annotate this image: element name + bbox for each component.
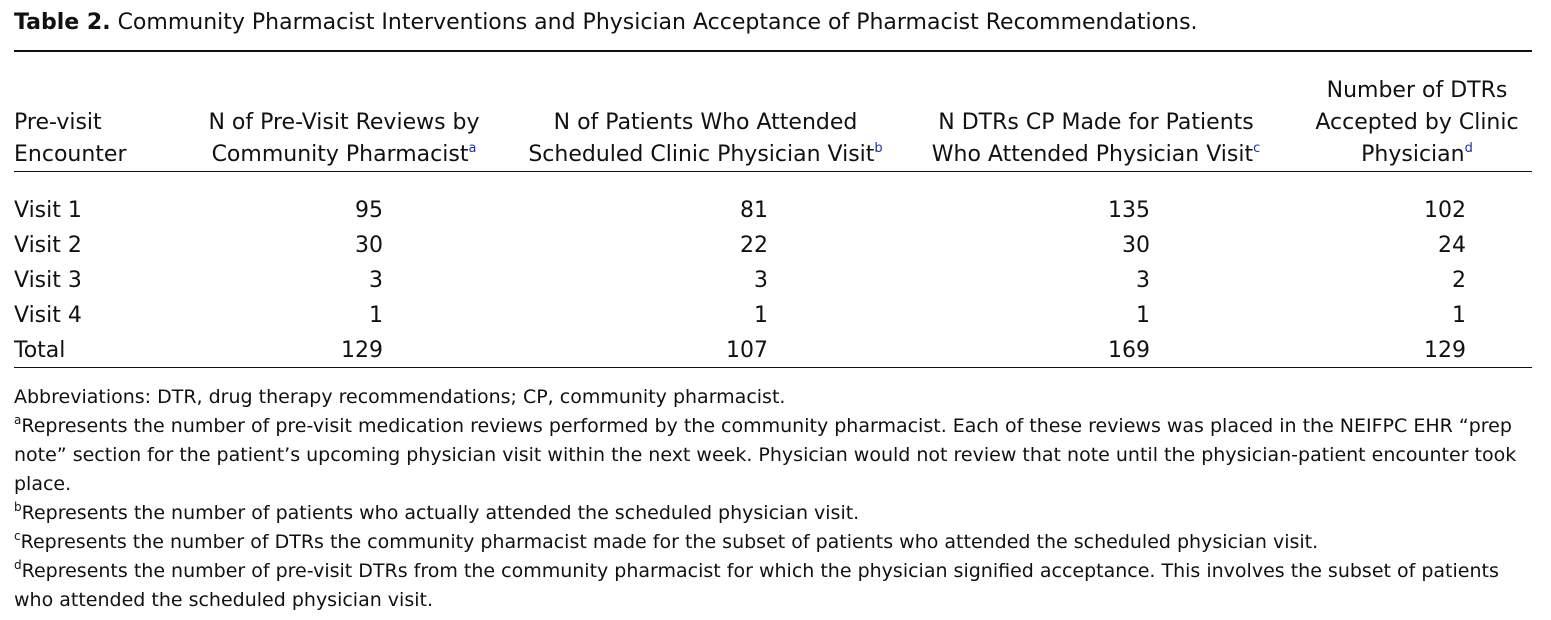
data-table xyxy=(14,52,1532,368)
table-row xyxy=(14,298,1532,333)
footnote-text: Represents the number of pre-visit medication reviews performed by the community pharmacist. Each of these reviews was placed in the NEIFPC EHR “prep note” section for the patient’s upcoming physician visit within the next week. Physician would not review that note until the physician-patient encounter took place. xyxy=(14,415,1517,495)
column-header-text: N of Patients Who Attended Scheduled Clinic Physician Visit xyxy=(528,110,875,167)
table-cell: 135 xyxy=(1108,198,1150,223)
column-header xyxy=(14,52,189,181)
row-label: Visit 3 xyxy=(14,268,82,293)
table-row xyxy=(14,181,1532,228)
table-row xyxy=(14,263,1532,298)
table-caption xyxy=(14,10,1198,35)
header-row xyxy=(14,52,1532,181)
table-cell: 1 xyxy=(369,303,383,328)
table-label: Table 2. xyxy=(14,10,111,35)
table-cell: 107 xyxy=(726,338,768,363)
table-cell: 129 xyxy=(341,338,383,363)
column-header-text: Number of DTRs Accepted by Clinic Physician xyxy=(1315,78,1519,167)
table-cell: 2 xyxy=(1452,268,1466,293)
table-cell: 102 xyxy=(1424,198,1466,223)
footnote-mark: b xyxy=(14,500,22,514)
table-cell: 1 xyxy=(1452,303,1466,328)
footnote xyxy=(14,412,1534,499)
row-label: Visit 2 xyxy=(14,233,82,258)
footnote-text: Represents the number of pre-visit DTRs from the community pharmacist for which the physician signified acceptance. This involves the subset of patients who attended the scheduled physician visit. xyxy=(14,560,1499,611)
table-row xyxy=(14,228,1532,263)
table-cell: 3 xyxy=(754,268,768,293)
table-row-total xyxy=(14,333,1532,368)
table-cell: 30 xyxy=(1122,233,1150,258)
table-notes xyxy=(14,383,1534,615)
column-header xyxy=(912,52,1302,181)
footnote xyxy=(14,499,1534,528)
footnote-mark: c xyxy=(14,529,21,543)
column-header-text: N DTRs CP Made for Patients Who Attended Physician Visit xyxy=(931,110,1254,167)
table-cell: 81 xyxy=(740,198,768,223)
column-header-text: N of Pre-Visit Reviews by Community Pharmacist xyxy=(208,110,480,167)
table-cell: 1 xyxy=(1136,303,1150,328)
table-cell: 30 xyxy=(355,233,383,258)
row-label: Visit 1 xyxy=(14,198,82,223)
footnote-mark: d xyxy=(1464,141,1473,156)
abbreviations-note: Abbreviations: DTR, drug therapy recommendations; CP, community pharmacist. xyxy=(14,386,786,408)
footnote xyxy=(14,528,1534,557)
footnote-mark: c xyxy=(1253,141,1261,156)
table-title: Community Pharmacist Interventions and Physician Acceptance of Pharmacist Recommendations. xyxy=(117,10,1198,35)
table-cell: 3 xyxy=(1136,268,1150,293)
table-cell: 169 xyxy=(1108,338,1150,363)
column-header xyxy=(189,52,499,181)
table-cell: 24 xyxy=(1438,233,1466,258)
footnote-text: Represents the number of DTRs the community pharmacist made for the subset of patients who attended the scheduled physician visit. xyxy=(20,531,1319,553)
footnote xyxy=(14,557,1534,615)
footnote-mark: b xyxy=(874,141,883,156)
table-cell: 95 xyxy=(355,198,383,223)
footnote-mark: a xyxy=(14,413,22,427)
row-label: Total xyxy=(14,338,66,363)
footnote-mark: a xyxy=(468,141,477,156)
column-header xyxy=(499,52,912,181)
table-cell: 22 xyxy=(740,233,768,258)
footnote-mark: d xyxy=(14,558,22,572)
column-header xyxy=(1302,52,1532,181)
column-header-text: Pre-visit Encounter xyxy=(14,110,127,167)
row-label: Visit 4 xyxy=(14,303,82,328)
table-cell: 129 xyxy=(1424,338,1466,363)
footnote-text: Represents the number of patients who actually attended the scheduled physician visit. xyxy=(21,502,860,524)
table-cell: 1 xyxy=(754,303,768,328)
table-cell: 3 xyxy=(369,268,383,293)
